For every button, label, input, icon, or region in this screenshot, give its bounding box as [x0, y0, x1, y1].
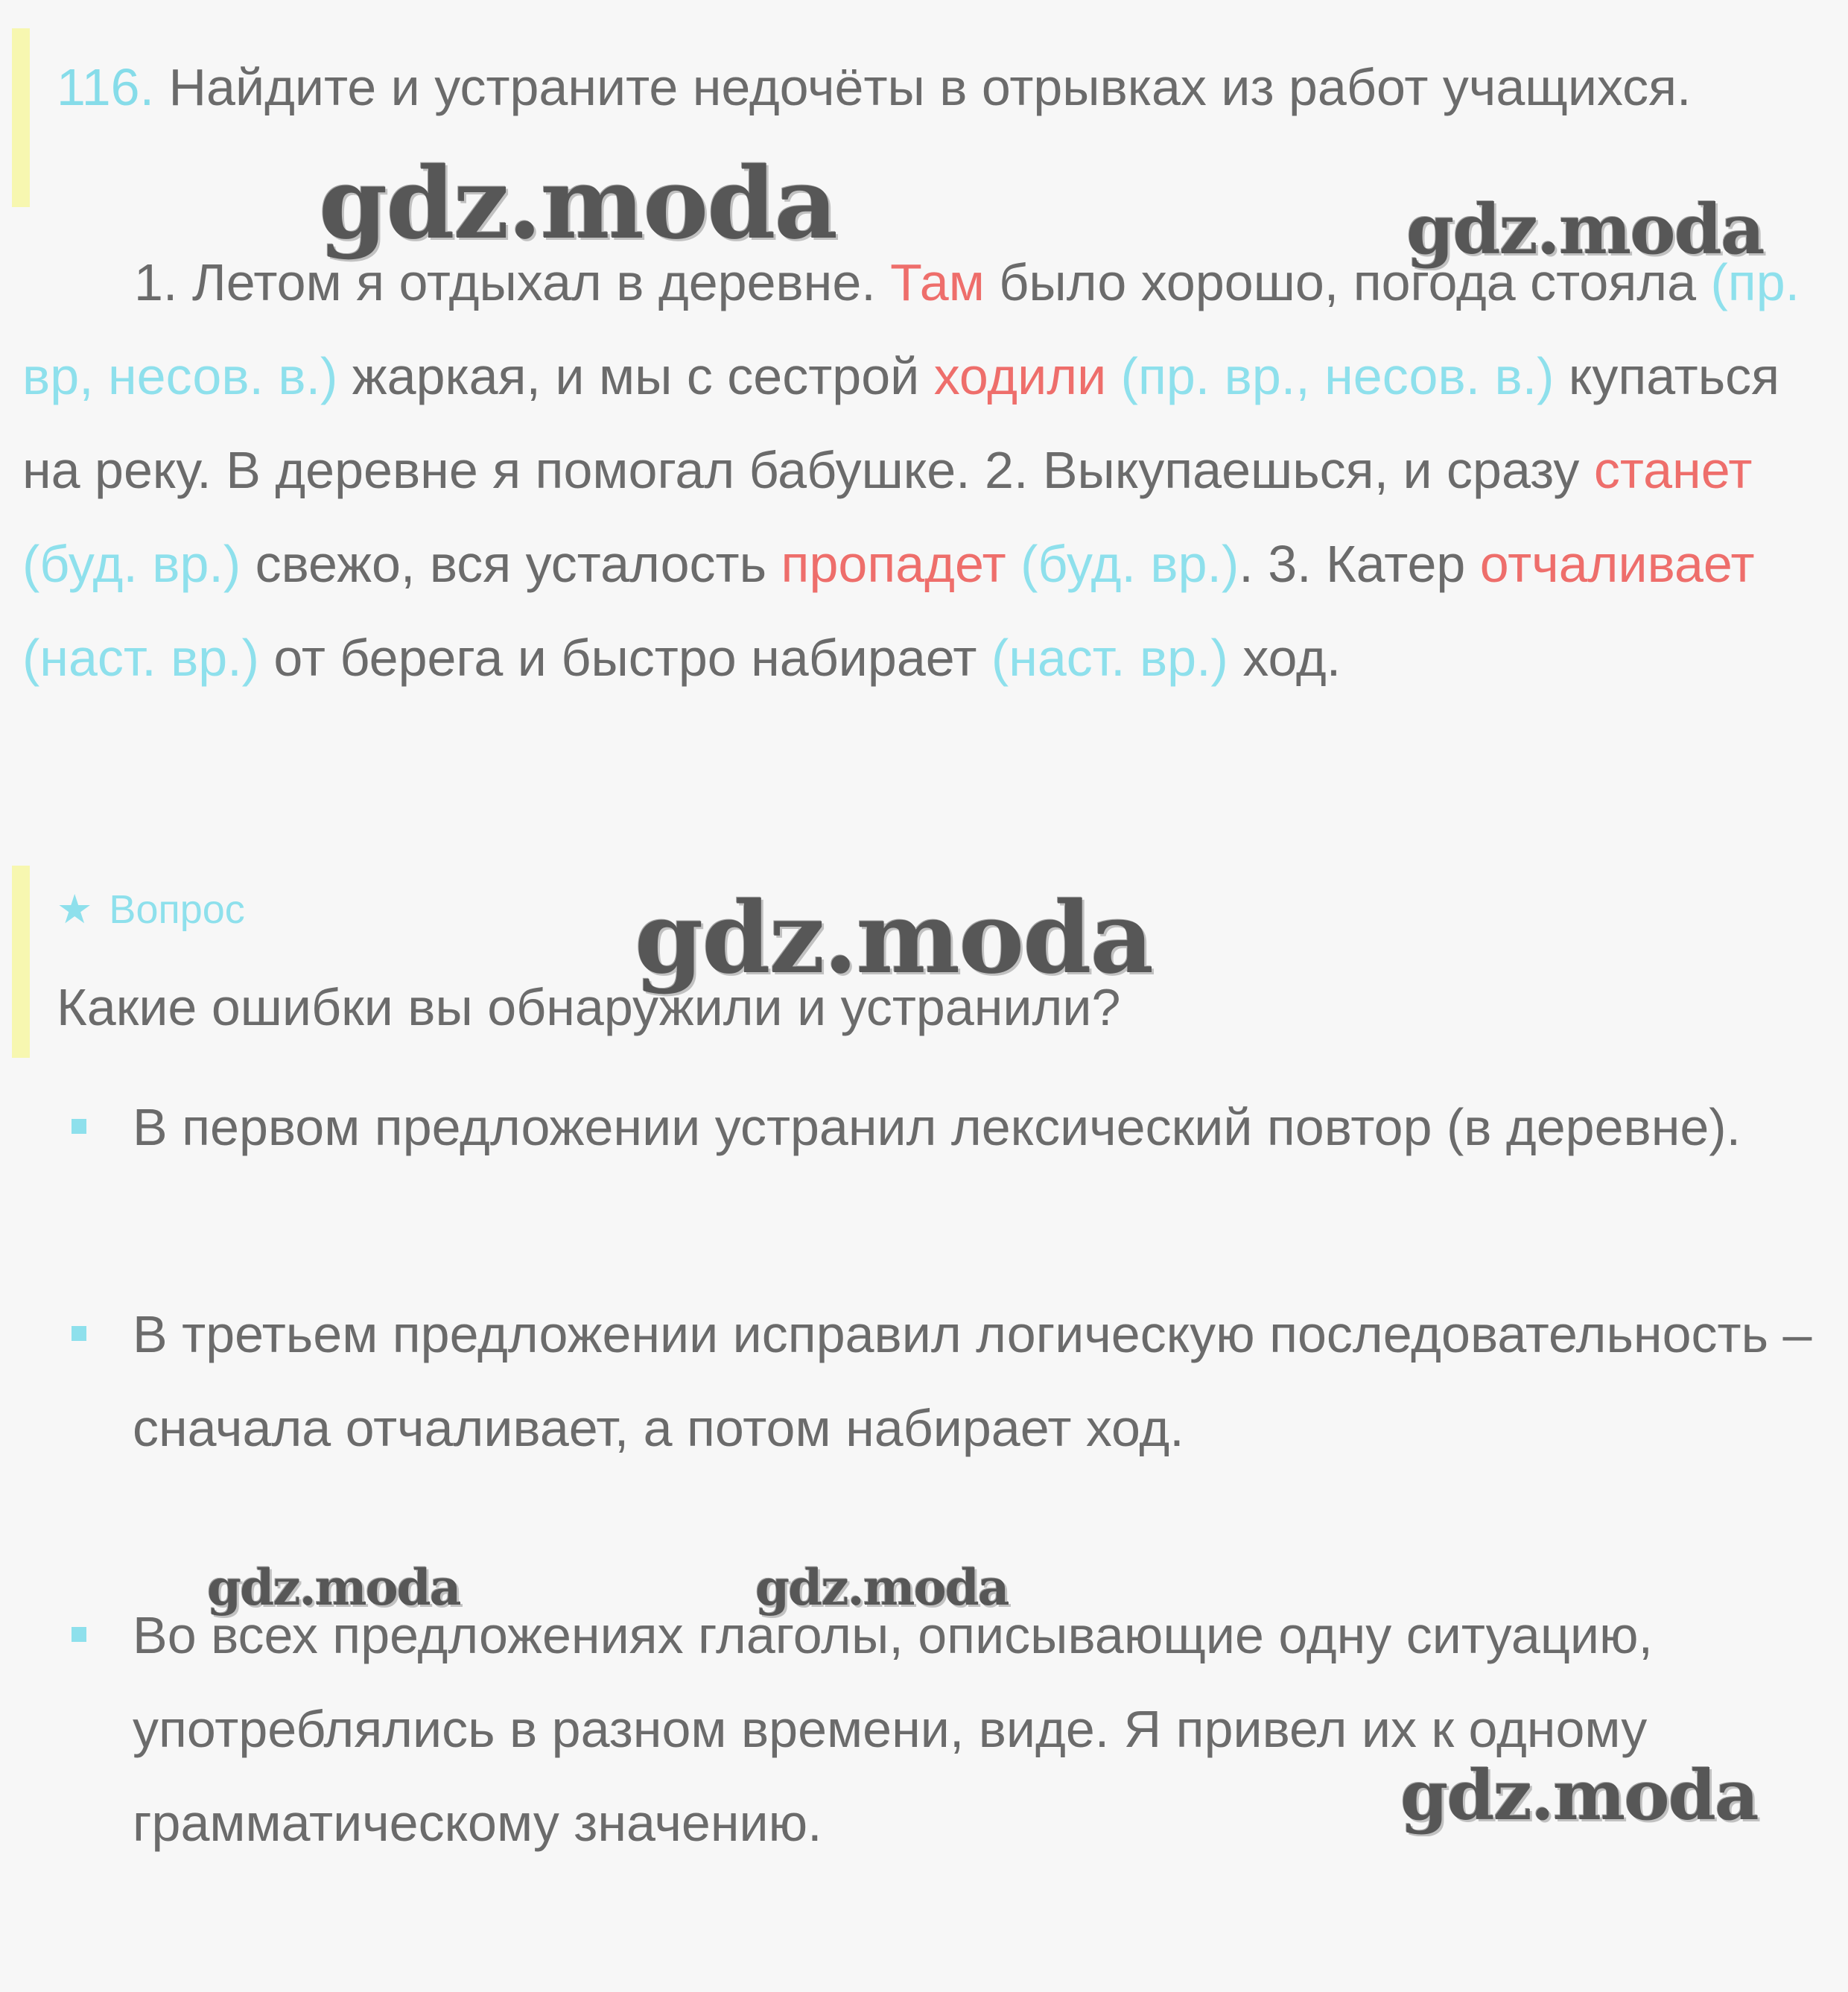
- question-label-text: Вопрос: [109, 887, 245, 932]
- text-segment: [1106, 347, 1120, 405]
- task-title: Найдите и устраните недочёты в отрывках из работ учащихся.: [154, 58, 1692, 116]
- grammar-annotation: (пр. вр, несов. в.): [22, 253, 1800, 405]
- task-heading: [57, 45, 1733, 130]
- bullet-icon: [72, 1627, 86, 1642]
- accent-bar: [12, 866, 30, 1058]
- star-icon: ★: [57, 887, 93, 932]
- highlighted-word: станет: [1593, 441, 1753, 499]
- watermark: gdz.moda: [1406, 189, 1764, 270]
- grammar-annotation: (наст. вр.): [22, 629, 259, 687]
- text-segment: купаться на реку. В деревне я помогал бабушке. 2. Выкупаешься, и сразу: [22, 347, 1780, 499]
- watermark: gdz.moda: [1400, 1755, 1758, 1836]
- bullet-icon: [72, 1326, 86, 1341]
- bullet-icon: [72, 1119, 86, 1134]
- text-segment: от берега и быстро набирает: [258, 629, 991, 687]
- watermark: gdz.moda: [207, 1558, 460, 1617]
- task-number: 116.: [57, 58, 155, 116]
- watermark: gdz.moda: [319, 146, 837, 261]
- text-segment: жаркая, и мы с сестрой: [337, 347, 934, 405]
- answer-text: В третьем предложении исправил логическую последовательность – сначала отчаливает, а потом набирает ход.: [133, 1305, 1812, 1457]
- text-segment: [1006, 535, 1020, 593]
- grammar-annotation: (наст. вр.): [991, 629, 1228, 687]
- watermark: gdz.moda: [755, 1558, 1009, 1617]
- answer-text: Во всех предложениях глаголы, описывающие одну ситуацию, употреблялись в разном времени, виде. Я привел их к одному грамматическому значению.: [133, 1606, 1653, 1852]
- text-segment: . 3. Катер: [1239, 535, 1480, 593]
- exercise-text: [22, 235, 1825, 705]
- text-segment: 1. Летом я отдыхал в деревне.: [134, 253, 891, 311]
- exercise-segments: [22, 253, 1800, 687]
- grammar-annotation: (буд. вр.): [22, 535, 241, 593]
- highlighted-word: пропадет: [781, 535, 1006, 593]
- grammar-annotation: (буд. вр.): [1020, 535, 1239, 593]
- grammar-annotation: (пр. вр., несов. в.): [1120, 347, 1555, 405]
- text-segment: ход.: [1228, 629, 1341, 687]
- question-text: Какие ошибки вы обнаружили и устранили?: [57, 978, 1121, 1036]
- highlighted-word: ходили: [933, 347, 1107, 405]
- text-segment: свежо, вся усталость: [241, 535, 781, 593]
- question-label: [57, 884, 245, 936]
- accent-bar: [12, 28, 30, 207]
- task-block: [12, 28, 1814, 207]
- highlighted-word: отчаливает: [1479, 535, 1755, 593]
- answer-text: В первом предложении устранил лексический повтор (в деревне).: [133, 1098, 1741, 1156]
- watermark: gdz.moda: [635, 881, 1153, 996]
- highlighted-word: Там: [890, 253, 985, 311]
- text-segment: было хорошо, погода стояла: [984, 253, 1711, 311]
